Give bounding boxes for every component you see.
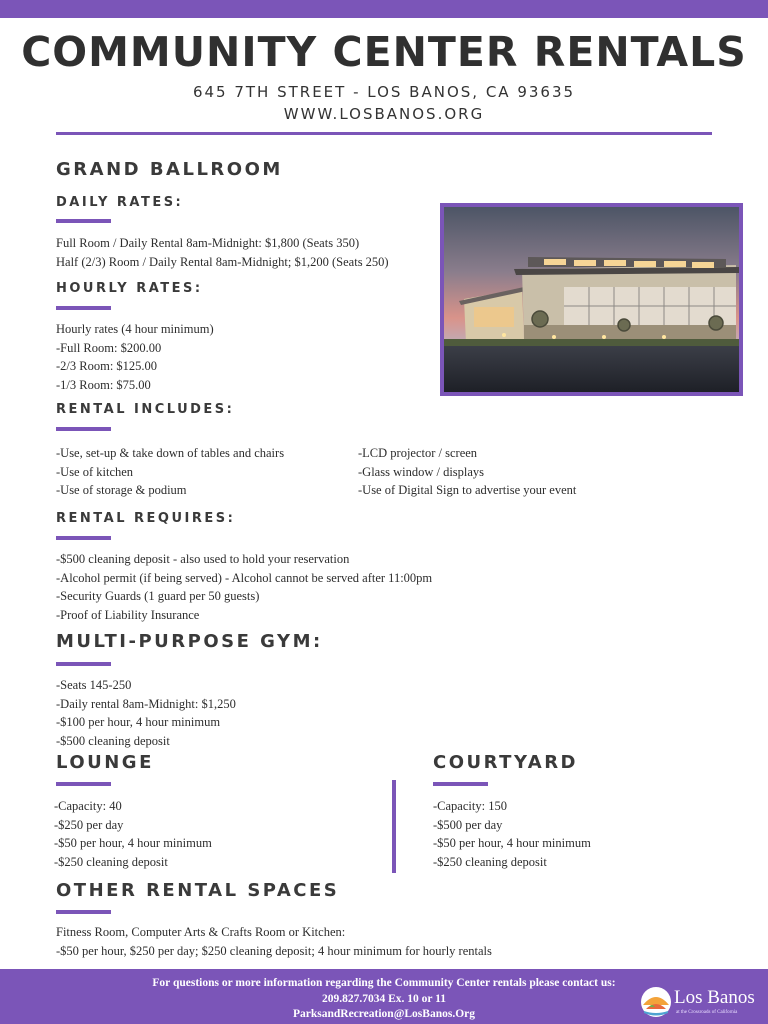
lounge-line: -Capacity: 40 — [54, 799, 122, 813]
lounge-heading: LOUNGE — [56, 752, 154, 773]
gym-line: -$100 per hour, 4 hour minimum — [56, 715, 221, 730]
header-divider — [56, 132, 712, 135]
footer-phone[interactable]: 209.827.7034 Ex. 10 or 11 — [321, 992, 447, 1005]
hourly-rate-line: -2/3 Room: $125.00 — [56, 359, 158, 374]
courtyard-line: -$50 per hour, 4 hour minimum — [433, 836, 591, 851]
gym-line: -Daily rental 8am-Midnight: $1,250 — [56, 696, 236, 711]
footer-email[interactable]: ParksandRecreation@LosBanos.Org — [292, 1008, 476, 1020]
daily-rates-heading: DAILY RATES: — [56, 195, 184, 210]
logo-wordmark: Los Banos — [674, 987, 755, 1008]
rental-includes-left — [56, 444, 284, 500]
other-spaces-list — [56, 923, 492, 960]
grand-ballroom-heading: GRAND BALLROOM — [56, 159, 283, 180]
gym-line: -$500 cleaning deposit — [56, 733, 170, 748]
daily-rate-line: Full Room / Daily Rental 8am-Midnight: $1,800 (Seats 350) — [56, 236, 360, 250]
courtyard-heading: COURTYARD — [433, 752, 579, 773]
hourly-rate-line: Hourly rates (4 hour minimum) — [56, 322, 214, 336]
rental-includes-right — [358, 444, 576, 500]
page-title: COMMUNITY CENTER RENTALS — [21, 28, 747, 76]
include-line: -LCD projector / screen — [358, 446, 478, 460]
los-banos-logo — [640, 985, 760, 1021]
courtyard-line: -$250 cleaning deposit — [433, 854, 547, 869]
daily-rates-list — [56, 234, 389, 271]
gym-accent — [56, 662, 111, 666]
courtyard-accent — [433, 782, 488, 786]
lounge-courtyard-divider — [392, 780, 396, 873]
hourly-rate-line: -1/3 Room: $75.00 — [56, 377, 151, 392]
other-line: -$50 per hour, $250 per day; $250 cleaning deposit; 4 hour minimum for hourly rentals — [56, 943, 492, 958]
gym-line: -Seats 145-250 — [56, 678, 132, 692]
lounge-list — [54, 797, 212, 871]
gym-list — [56, 676, 236, 750]
rental-includes-heading: RENTAL INCLUDES: — [56, 402, 235, 417]
include-line: -Glass window / displays — [358, 464, 485, 479]
rental-requires-list — [56, 550, 432, 624]
hourly-rate-line: -Full Room: $200.00 — [56, 340, 162, 355]
require-line: -Alcohol permit (if being served) - Alcohol cannot be served after 11:00pm — [56, 570, 433, 585]
courtyard-list — [433, 797, 591, 871]
daily-rates-accent — [56, 219, 111, 223]
lounge-line: -$50 per hour, 4 hour minimum — [54, 836, 212, 851]
hourly-rates-accent — [56, 306, 111, 310]
sun-logo-icon — [640, 985, 672, 1019]
lounge-line: -$250 cleaning deposit — [54, 854, 168, 869]
require-line: -$500 cleaning deposit - also used to hold your reservation — [56, 552, 350, 566]
other-line: Fitness Room, Computer Arts & Crafts Room or Kitchen: — [56, 925, 346, 939]
rental-requires-heading: RENTAL REQUIRES: — [56, 511, 236, 526]
lounge-accent — [56, 782, 111, 786]
logo-tagline: at the Crossroads of California — [676, 1010, 738, 1015]
building-illustration — [444, 207, 739, 392]
footer-contact-line: For questions or more information regarding the Community Center rentals please contact us: — [152, 977, 616, 989]
courtyard-line: -Capacity: 150 — [433, 799, 507, 813]
require-line: -Security Guards (1 guard per 50 guests) — [56, 589, 260, 604]
address: 645 7TH STREET - LOS BANOS, CA 93635 — [192, 83, 576, 101]
include-line: -Use of Digital Sign to advertise your event — [358, 483, 577, 498]
other-spaces-heading: OTHER RENTAL SPACES — [56, 880, 340, 901]
include-line: -Use of kitchen — [56, 464, 134, 479]
include-line: -Use, set-up & take down of tables and chairs — [56, 446, 285, 460]
daily-rate-line: Half (2/3) Room / Daily Rental 8am-Midnight; $1,200 (Seats 250) — [56, 254, 389, 269]
top-accent-bar — [0, 0, 768, 18]
lounge-line: -$250 per day — [54, 817, 124, 832]
gym-heading: MULTI-PURPOSE GYM: — [56, 631, 323, 652]
include-line: -Use of storage & podium — [56, 483, 187, 498]
courtyard-line: -$500 per day — [433, 817, 503, 832]
require-line: -Proof of Liability Insurance — [56, 607, 200, 622]
other-spaces-accent — [56, 910, 111, 914]
website-link[interactable]: WWW.LOSBANOS.ORG — [283, 105, 485, 123]
rental-requires-accent — [56, 536, 111, 540]
hourly-rates-list — [56, 320, 214, 394]
rental-includes-accent — [56, 427, 111, 431]
building-photo — [440, 203, 743, 396]
hourly-rates-heading: HOURLY RATES: — [56, 281, 203, 296]
